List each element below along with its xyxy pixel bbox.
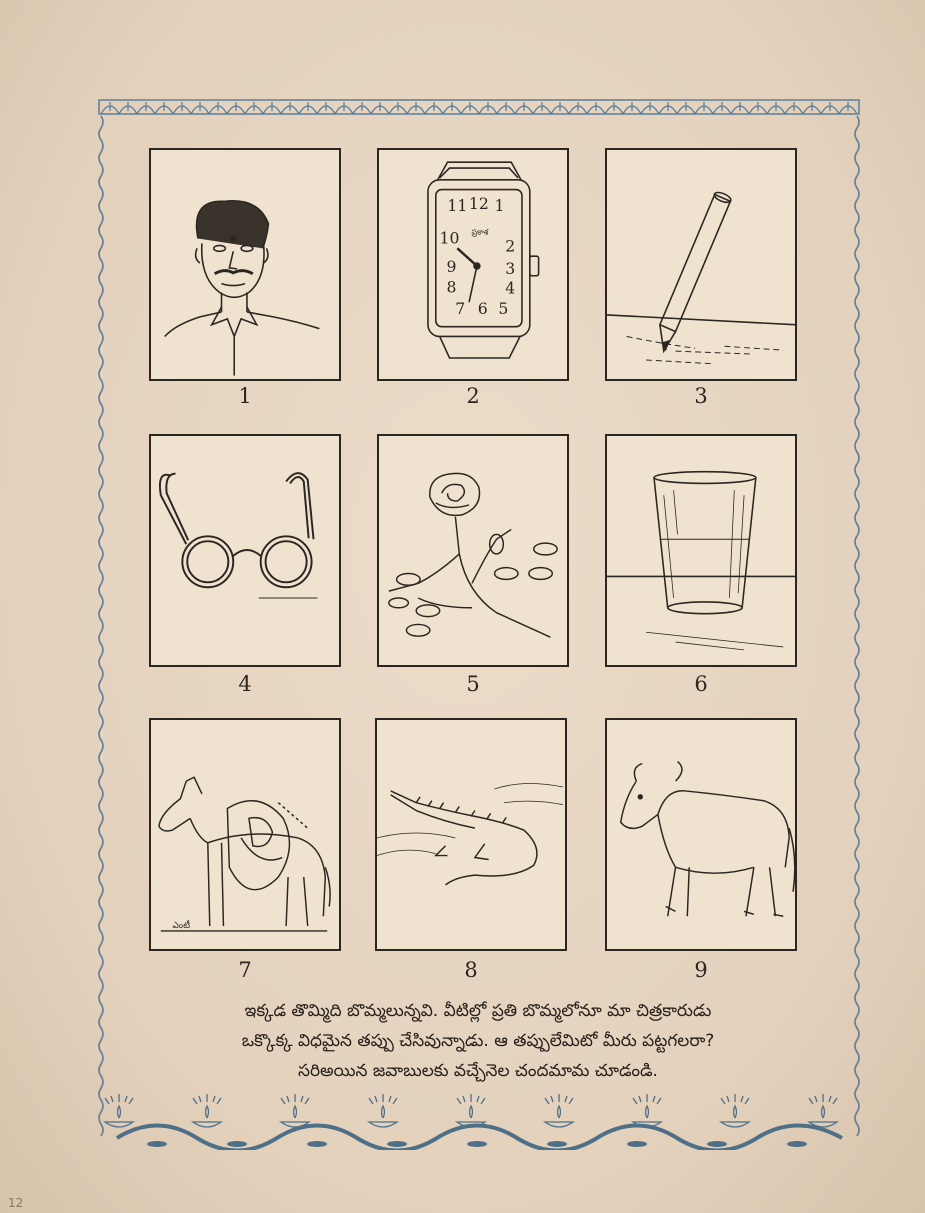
border-scallop <box>569 102 587 114</box>
panel-3-number: 3 <box>694 384 708 408</box>
watch-mark-12: 12 <box>468 194 489 214</box>
watch-mark-3: 3 <box>505 258 516 278</box>
border-scallop <box>407 102 425 114</box>
border-scallop <box>551 102 569 114</box>
border-dash <box>547 1141 567 1147</box>
border-scallop <box>623 102 641 114</box>
panel-4-spectacles <box>149 434 341 667</box>
watch-illustration <box>379 150 567 379</box>
border-scallop <box>227 102 245 114</box>
border-scallop <box>767 102 785 114</box>
oil-lamp-icon <box>457 1094 485 1127</box>
rose-illustration <box>379 436 567 665</box>
caption-line-1: ఇక్కడ తొమ్మిది బొమ్మలున్నవి. వీటిల్లో ప్రతి బొమ్మలోనూ మా చిత్రకారుడు <box>244 1001 712 1021</box>
border-scallop <box>749 102 767 114</box>
border-scallop <box>821 102 839 114</box>
border-dash <box>787 1141 807 1147</box>
border-scallop <box>299 102 317 114</box>
panel-6-number: 6 <box>694 672 708 696</box>
donkey-illustration <box>151 720 339 949</box>
watch-mark-8: 8 <box>446 277 457 297</box>
border-scallop <box>263 102 281 114</box>
panel-6-glass <box>605 434 797 667</box>
border-scallop <box>371 102 389 114</box>
border-scallop <box>443 102 461 114</box>
panel-3-pencil <box>605 148 797 381</box>
oil-lamp-icon <box>633 1094 661 1127</box>
artist-mark: ఎంటీ <box>172 921 191 932</box>
caption-line-2: ఒక్కొక్క విధమైన తప్పు చేసివున్నాడు. ఆ తప్పులేమిటో మీరు పట్టగలరా? <box>241 1031 715 1051</box>
border-scallop <box>497 102 515 114</box>
panel-1-number: 1 <box>238 384 252 408</box>
panel-9-bull <box>605 718 797 951</box>
panel-2-watch <box>377 148 569 381</box>
border-dash <box>467 1141 487 1147</box>
caption-line-3: సరిఅయిన జవాబులకు వచ్చేనెల చందమామ చూడండి. <box>298 1061 658 1081</box>
border-scallop <box>173 102 191 114</box>
border-scallop <box>209 102 227 114</box>
border-scallop <box>353 102 371 114</box>
border-scallop <box>425 102 443 114</box>
crocodile-illustration <box>377 720 565 949</box>
oil-lamp-icon <box>369 1094 397 1127</box>
border-scallop <box>101 102 119 114</box>
oil-lamp-icon <box>721 1094 749 1127</box>
border-scallop <box>677 102 695 114</box>
border-scallop <box>137 102 155 114</box>
oil-lamp-icon <box>281 1094 309 1127</box>
oil-lamp-icon <box>545 1094 573 1127</box>
watch-mark-4: 4 <box>505 278 516 298</box>
watch-mark-9: 9 <box>446 256 457 276</box>
border-scallop <box>731 102 749 114</box>
border-dash <box>147 1141 167 1147</box>
panel-8-number: 8 <box>464 958 478 982</box>
pencil-illustration <box>607 150 795 379</box>
oil-lamp-icon <box>105 1094 133 1127</box>
border-scallop <box>119 102 137 114</box>
oil-lamp-icon <box>809 1094 837 1127</box>
panel-7-donkey <box>149 718 341 951</box>
border-scallop <box>191 102 209 114</box>
border-scallop <box>839 102 857 114</box>
man-illustration <box>151 150 339 379</box>
border-dash <box>387 1141 407 1147</box>
border-scallop <box>479 102 497 114</box>
panel-1-man <box>149 148 341 381</box>
watch-mark-6: 6 <box>477 298 488 318</box>
bull-illustration <box>607 720 795 949</box>
panel-7-number: 7 <box>238 958 252 982</box>
watch-mark-7: 7 <box>455 298 466 318</box>
border-scallop <box>461 102 479 114</box>
border-scallop <box>695 102 713 114</box>
page-corner-number: 12 <box>8 1196 24 1210</box>
border-dash <box>307 1141 327 1147</box>
border-scallop <box>515 102 533 114</box>
panel-5-rose <box>377 434 569 667</box>
border-scallop <box>659 102 677 114</box>
panel-5-number: 5 <box>466 672 480 696</box>
border-scallop <box>317 102 335 114</box>
watch-mark-10: 10 <box>439 228 460 248</box>
border-scallop <box>713 102 731 114</box>
border-scallop <box>155 102 173 114</box>
panel-2-number: 2 <box>466 384 480 408</box>
glass-illustration <box>607 436 795 665</box>
border-scallop <box>533 102 551 114</box>
panel-8-crocodile <box>375 718 567 951</box>
puzzle-caption <box>148 996 808 1086</box>
border-scallop <box>641 102 659 114</box>
watch-mark-11: 11 <box>447 196 468 216</box>
panel-4-number: 4 <box>238 672 252 696</box>
panel-9-number: 9 <box>694 958 708 982</box>
oil-lamp-icon <box>193 1094 221 1127</box>
watch-brand: ప్రకాశ <box>471 227 489 237</box>
border-dash <box>227 1141 247 1147</box>
spectacles-illustration <box>151 436 339 665</box>
watch-mark-5: 5 <box>498 298 509 318</box>
border-scallop <box>785 102 803 114</box>
border-dash <box>707 1141 727 1147</box>
border-scallop <box>245 102 263 114</box>
watch-mark-1: 1 <box>494 196 505 216</box>
border-scallop <box>281 102 299 114</box>
watch-mark-2: 2 <box>505 236 516 256</box>
border-dash <box>627 1141 647 1147</box>
border-scallop <box>389 102 407 114</box>
border-scallop <box>605 102 623 114</box>
border-scallop <box>587 102 605 114</box>
border-scallop <box>335 102 353 114</box>
border-scallop <box>803 102 821 114</box>
